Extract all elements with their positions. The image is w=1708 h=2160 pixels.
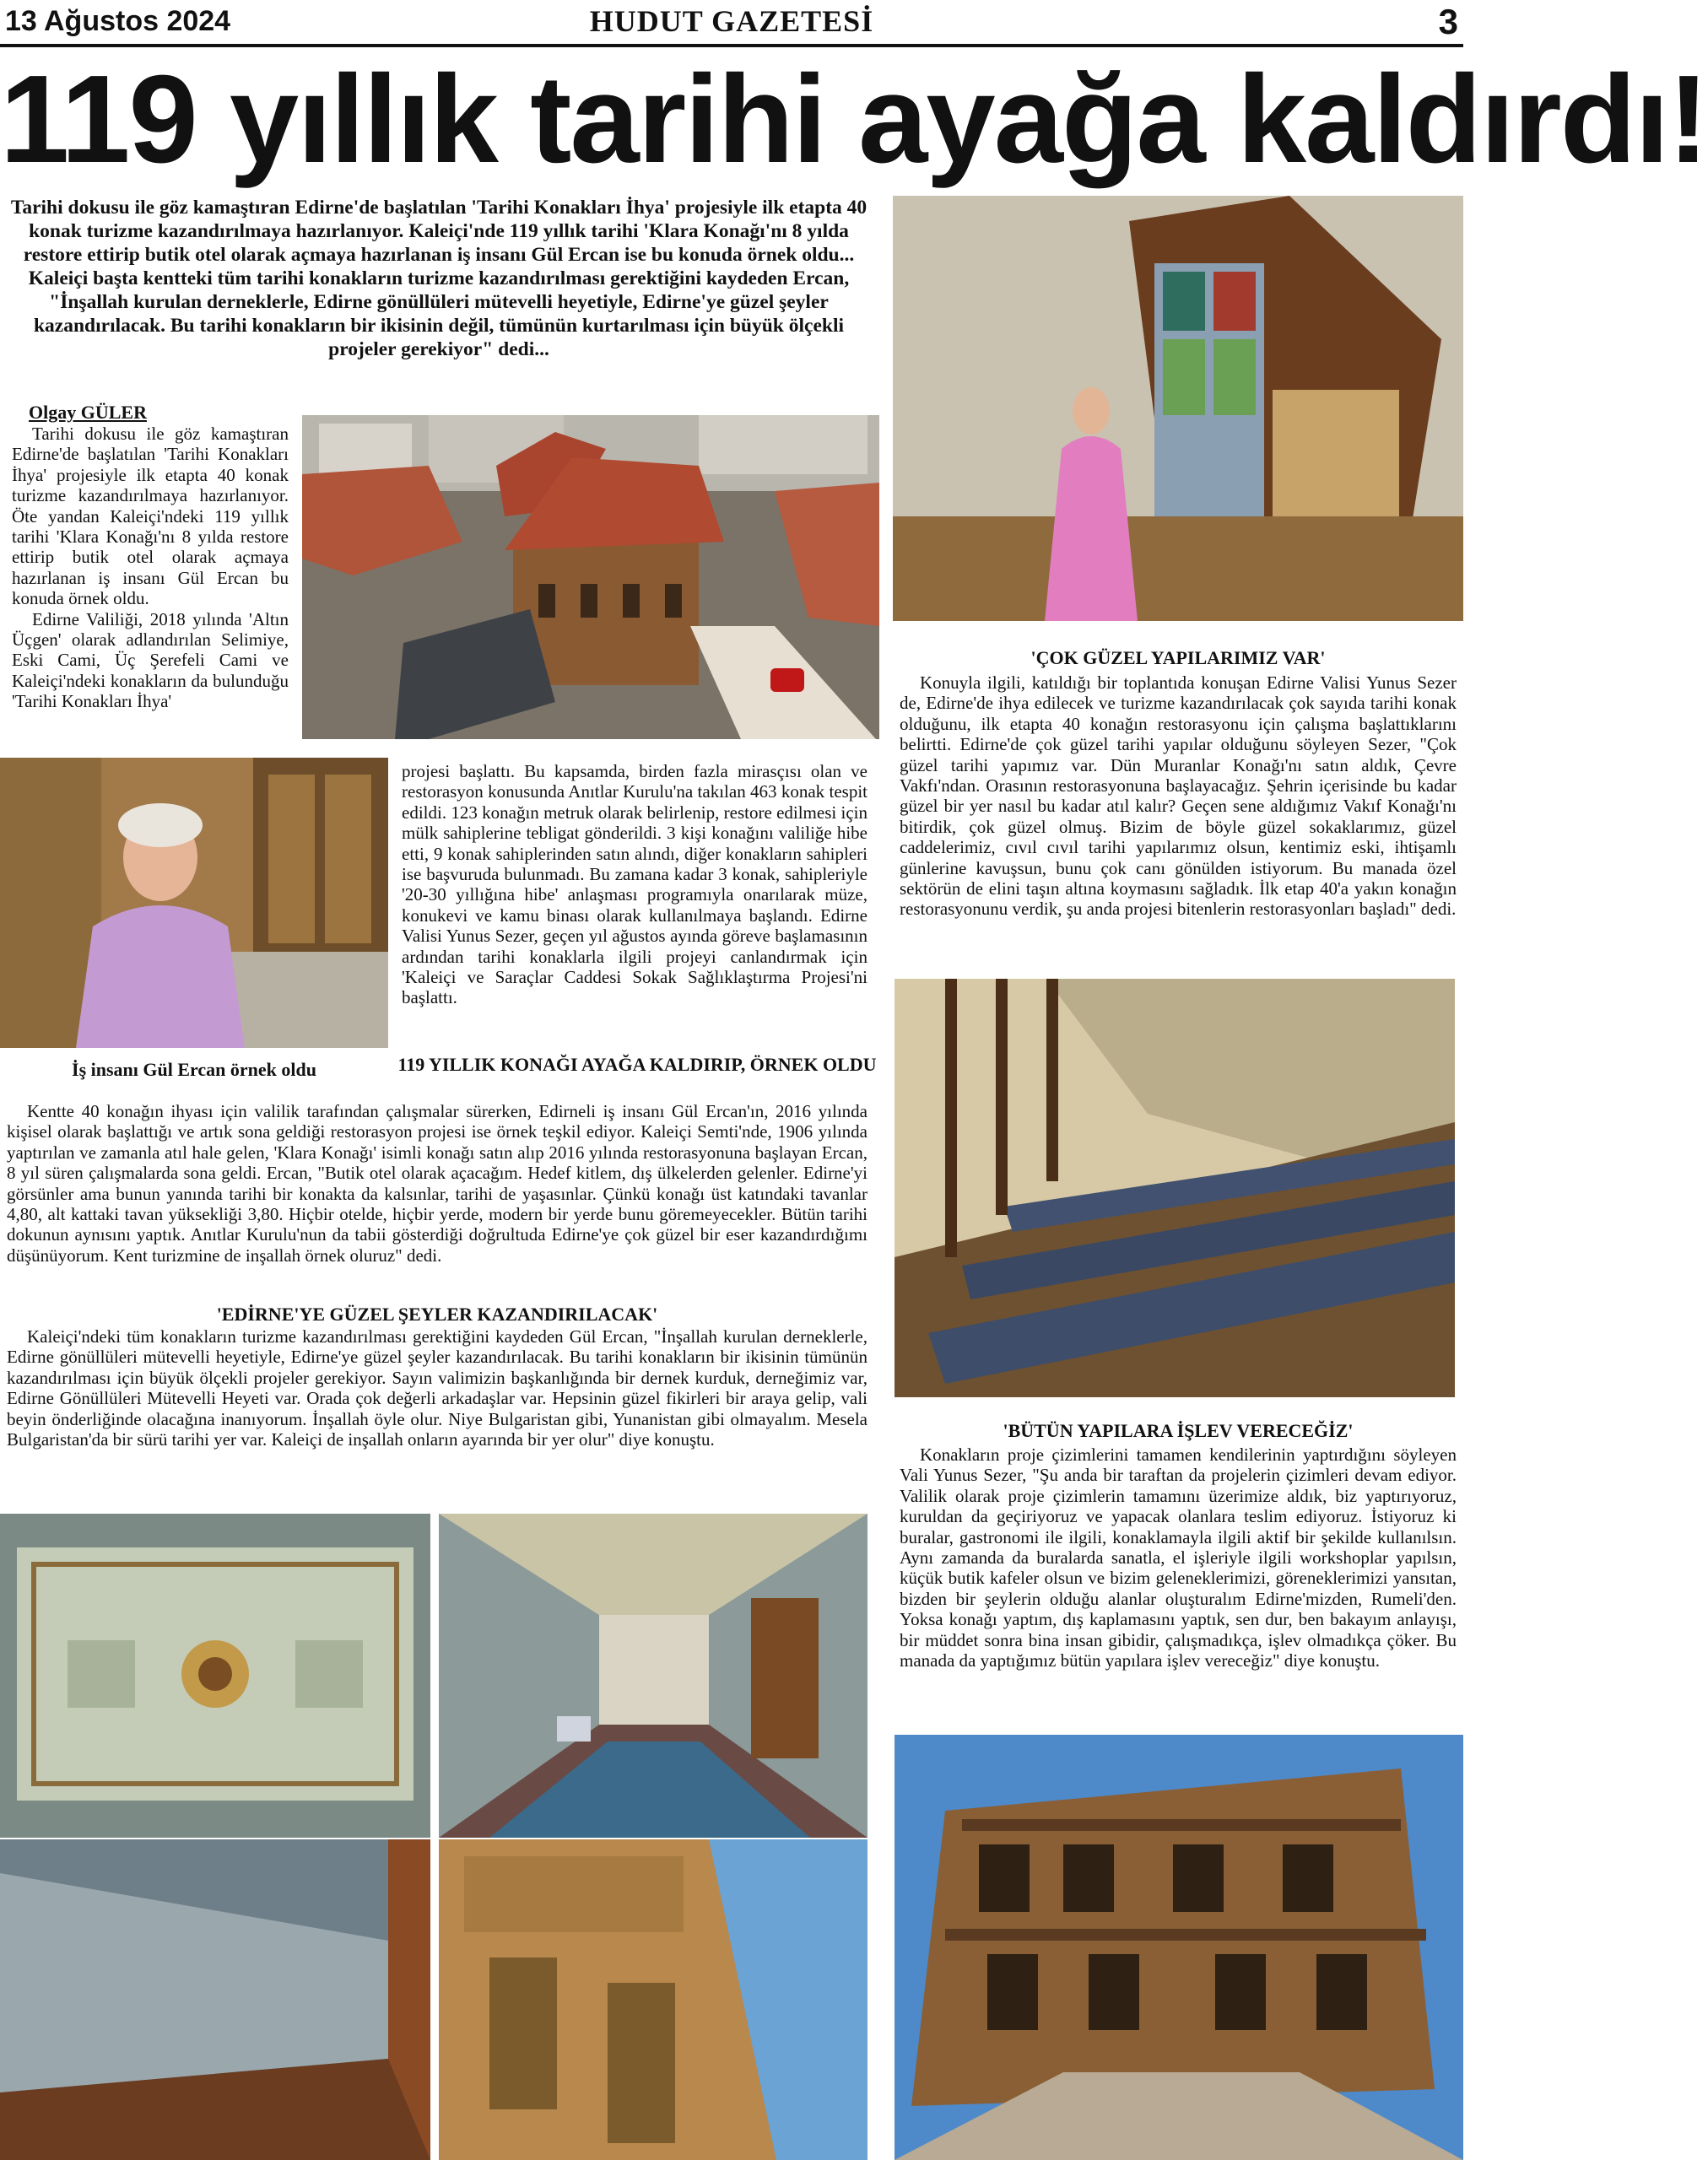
portrait-caption: İş insanı Gül Ercan örnek oldu — [72, 1059, 316, 1080]
subheading-2: 'EDİRNE'YE GÜZEL ŞEYLER KAZANDIRILACAK' — [216, 1304, 658, 1325]
body-paragraph: Konuyla ilgili, katıldığı bir toplantıda konuşan Edirne Valisi Yunus Sezer de, Edirne'de ihya edilecek ve turizme kazandırılacak çok sayıda tarihi konak olduğunu, ilk etapta 40 konağın restorasyonu için çalışma başlattıklarını belirtti. Edirne'de çok güzel tarihi yapılar olduğunu söyleyen Sezer, "Çok güzel tarihi yapımız var. Dün Muranlar Konağı'nı satın aldık, Çevre Vakfı'ndan. Orasının restorasyonuna başlayacağız. Şehrin içerisinde bu kadar güzel bir yer nasıl bu kadar atıl kalır? Geçen sene aldığımız Vakıf Konağı'nı bitirdik, çok güzel olmuş. Bizim de böyle güzel sokaklarımız, güzel caddelerimiz, cıvıl cıvıl tarihi yapılarımız olsun, kentimiz eski, ihtişamlı günlerine kavuşsun, bunu çok canı gönülden istiyorum. Bu manada özel sektörün de elini taşın altına koymasını sağladık. İlk etap 40'a yakın konağın restorasyonunu verdik, şu anda projesi bitenlerin restorasyonları başladı" dedi. — [900, 672, 1457, 920]
photo-hallway-interior — [439, 1514, 868, 1838]
section-1-text — [7, 1101, 868, 1266]
section-4-text — [900, 1444, 1457, 1671]
body-column-left — [12, 424, 289, 712]
body-paragraph: Kaleiçi'ndeki tüm konakların turizme kazandırılması gerektiğini kaydeden Gül Ercan, "İnşallah kurulan derneklerle, Edirne gönüllüleri mütevelli heyetiyle, Edirne'ye güzel şeyler kazandırılacak. Bu tarihi konakların bir ikisinin tümünün kazandırılması için büyük ölçekli projeler gerekiyor. Sayın valimizin başkanlığında bir dernek kurduk, derneğimiz var, Edirne Gönüllüleri Mütevelli Heyeti var. Orada çok değerli arkadaşlar var. Hepsinin güzel fikirleri bir araya gelip, vali beyin önderliğinde olacağına inanıyorum. İnşallah öyle olur. Niye Bulgaristan gibi, Yunanistan gibi olmayalım. Mesela Bulgaristan'da bir sürü tarihi yer var. Kaleiçi de inşallah onların ayarında bir yer olur" diye konuştu. — [7, 1326, 868, 1450]
header-rule — [0, 44, 1463, 47]
section-2-text — [7, 1326, 868, 1450]
body-column-middle — [402, 761, 868, 1008]
photo-staircase — [895, 979, 1455, 1397]
photo-wooden-facade — [439, 1839, 868, 2160]
newspaper-name: HUDUT GAZETESİ — [589, 4, 874, 38]
byline: Olgay GÜLER — [29, 402, 147, 423]
lead-summary — [0, 196, 878, 361]
body-paragraph: Konakların proje çizimlerini tamamen kendilerinin yaptırdığını söyleyen Vali Yunus Sezer, "Şu anda bir taraftan da projelerin çizimleri devam ediyor. Valilik olarak proje çizimlerin tamamını üzerimize aldık, biz yaptırıyoruz, kuruldan da geçiriyoruz ve yapacak olanlara teslim ediyoruz. İstiyoruz ki buralar, gastronomi ile ilgili, konaklamayla ilgili aktif bir şekilde kullanılsın. Aynı zamanda da buralarda sanatla, el işleriyle ilgili workshoplar yapılsın, küçük butik kafeler olsun ve bizim geleneklerimizi, göreneklerimizi yansıtan, bizden bir şeylerin olduğu alanlar oluşturalım Edirne'mizden, Rumeli'den. Yoksa konağı yaptım, dış kaplamasını yaptık, sen dur, ben bakayım anlayışı, bir müddet sonra bina insan gibidir, çalışmadıkça, işlev olmadıkça çöker. Bu manada da yaptığımız bütün yapılara işlev vereceğiz" diye konuştu. — [900, 1444, 1457, 1671]
aerial-photo-mansion — [302, 415, 879, 739]
subheading-1: 119 YILLIK KONAĞI AYAĞA KALDIRIP, ÖRNEK OLDU — [397, 1054, 877, 1075]
subheading-3: 'ÇOK GÜZEL YAPILARIMIZ VAR' — [1030, 647, 1326, 668]
page-number: 3 — [1438, 2, 1458, 41]
subheading-4: 'BÜTÜN YAPILARA İŞLEV VERECEĞİZ' — [1003, 1420, 1354, 1441]
photo-carved-wall-panel — [0, 1839, 430, 2160]
issue-date: 13 Ağustos 2024 — [5, 5, 231, 37]
body-paragraph: Kentte 40 konağın ihyası için valilik tarafından çalışmalar sürerken, Edirneli iş insanı Gül Ercan'ın, 2016 yılında kişisel olarak başlattığı ve artık sona geldiği restorasyon projesi ise örnek teşkil ediyor. Kaleiçi Semti'nde, 1906 yılında yaptırılan ve zamanla atıl hale gelen, 'Klara Konağı' isimli konağı satın alıp 2016 yılında restorasyonuna başlayan Ercan, 8 yıl süren çalışmalarda sona geldi. Ercan, "Butik otel olarak açacağım. Hedef kitlem, dış ülkelerden gelenler. Edirne'yi görsünler ama bunun yanında tarihi bir konakta da kalsınlar, tarihi de yaşasınlar. Çünkü konağı üst katındaki tavanlar 4,80, alt kattaki tavan yüksekliği 3,80. Hiçbir otelde, hiçbir yerde, modern bir yerde bunu göremeyecekler. Bütün tarihi dokunun aynısını yaptık. Anıtlar Kurulu'nun da tabii gösterdiği doğrultuda Edirne'ye çok güzel bir eser kazandırdığımı düşünüyorum. Kent turizmine de inşallah örnek oluruz" dedi. — [7, 1101, 868, 1266]
photo-mansion-exterior — [895, 1735, 1463, 2160]
body-paragraph: Tarihi dokusu ile göz kamaştıran Edirne'de başlatılan 'Tarihi Konakları İhya' projesiyle ilk etapta 40 konak turizme kazandırılmaya hazırlanıyor. Öte yandan Kaleiçi'ndeki 119 yıllık tarihi 'Klara Konağı'nı 8 yılda restore ettirip butik otel olarak açmaya hazırlanan iş insanı Gül Ercan bu konuda örnek oldu. — [12, 424, 289, 609]
body-paragraph: Edirne Valiliği, 2018 yılında 'Altın Üçgen' olarak adlandırılan Selimiye, Eski Cami, Üç Şerefeli Cami ve Kaleiçi'ndeki konakların da bulunduğu 'Tarihi Konakları İhya' — [12, 608, 289, 712]
section-3-text — [900, 672, 1457, 920]
photo-ornate-ceiling — [0, 1514, 430, 1838]
lead-paragraph-2: Kaleiçi başta kentteki tüm tarihi konakların turizme kazandırılması gerektiğini kaydeden Ercan, "İnşallah kurulan derneklerle, Edirne gönüllüleri mütevelli heyetiyle, Edirne'ye güzel şeyler kazandırılacak. Bu tarihi konakların bir ikisinin değil, tümünün kurtarılması için büyük ölçekli projeler gerekiyor" dedi... — [28, 267, 850, 360]
headline: 119 yıllık tarihi ayağa kaldırdı! — [0, 50, 1708, 189]
lead-paragraph-1: Tarihi dokusu ile göz kamaştıran Edirne'de başlatılan 'Tarihi Konakları İhya' projesiyle ilk etapta 40 konak turizme kazandırılmaya hazırlanıyor. Kaleiçi'nde 119 yıllık tarihi 'Klara Konağı'nı 8 yılda restore ettirip butik otel olarak açmaya hazırlanan iş insanı Gül Ercan ise bu konuda örnek oldu... — [10, 197, 868, 266]
photo-woman-window — [893, 196, 1463, 621]
body-paragraph: projesi başlattı. Bu kapsamda, birden fazla mirasçısı olan ve restorasyon konusunda Anıtlar Kurulu'na takılan 463 konak tespit edildi. 123 konağın metruk olarak belirlenip, restore edilmesi için mülk sahiplerine tebligat gönderildi. 3 kişi konağını valiliğe hibe etti, 9 konak sahiplerinden satın alındı, diğer konakların sahipleri ise başvuruda bulunmadı. Bu zamana kadar 3 konak, sahipleriyle '20-30 yıllığına hibe' anlaşması programıyla onarılarak müze, konukevi ve kamu binası olarak kullanılmaya başlandı. Edirne Valisi Yunus Sezer, geçen yıl ağustos ayında göreve başlamasının ardından tarihi konaklarla ilgili projeyi canlandırmak için 'Kaleiçi ve Saraçlar Caddesi Sokak Sağlıklaştırma Projesi'ni başlattı. — [402, 761, 868, 1008]
portrait-photo-gul-ercan — [0, 758, 388, 1048]
